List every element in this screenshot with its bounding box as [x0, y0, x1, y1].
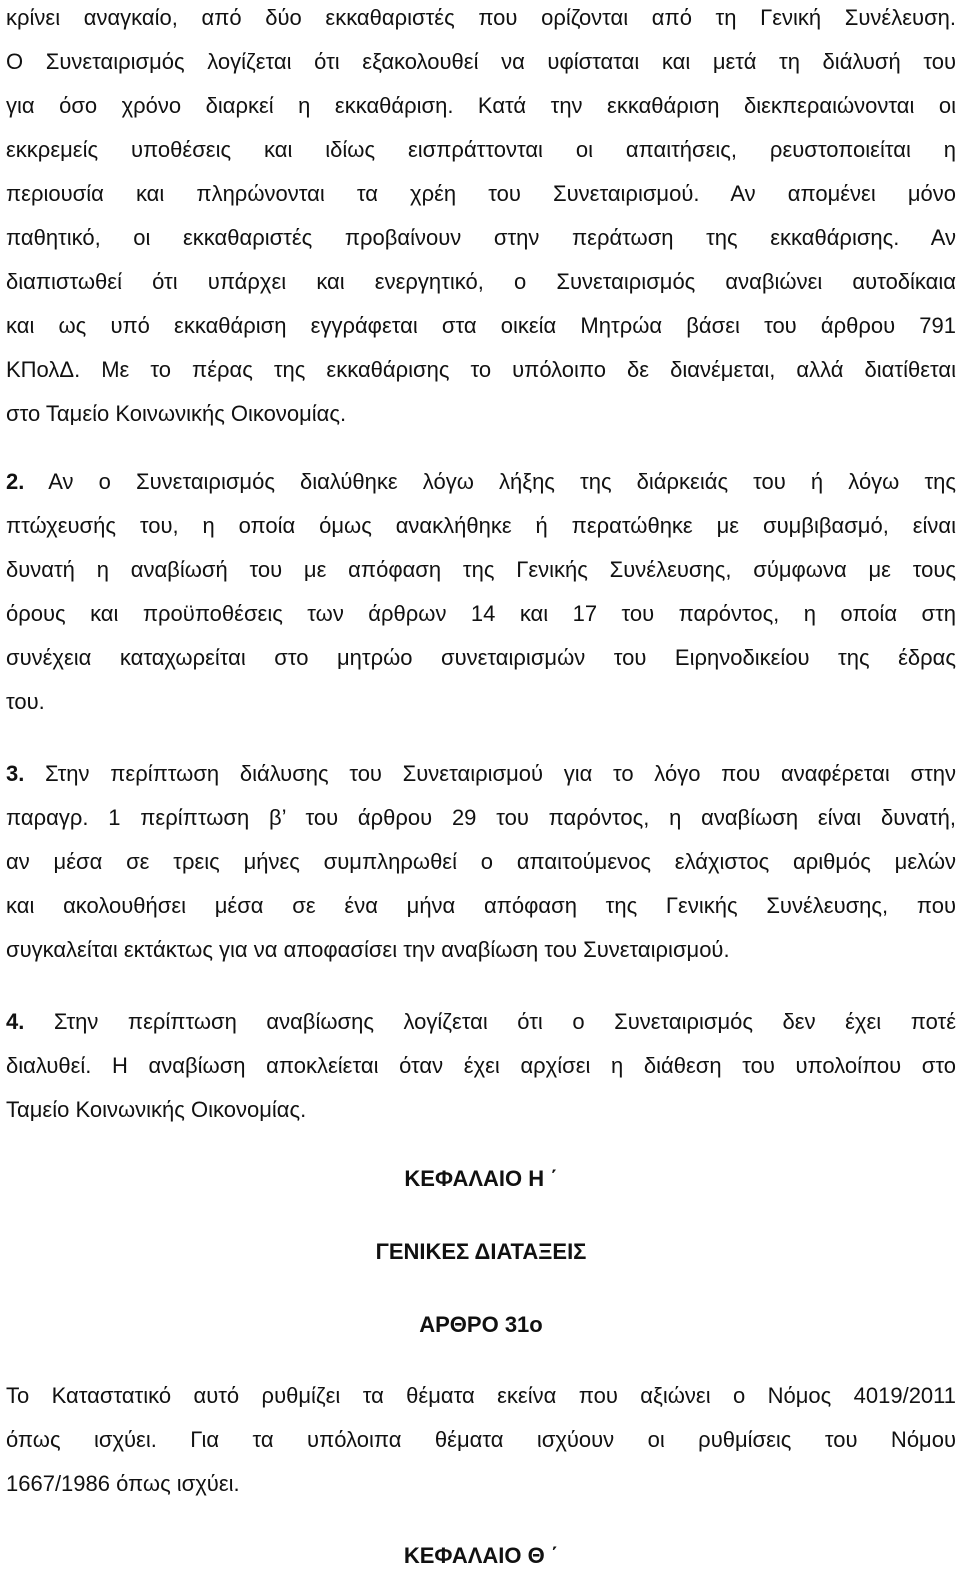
text-fragment: Στην περίπτωση αναβίωσης λογίζεται ότι ο Συνεταιρισμός δεν έχει ποτέ [24, 1009, 956, 1034]
text-line: πτώχευσής του, η οποία όμως ανακλήθηκε ή περατώθηκε με συμβιβασμό, είναι [6, 513, 956, 538]
text-line: όπως ισχύει. Για τα υπόλοιπα θέματα ισχύουν οι ρυθμίσεις του Νόμου [6, 1427, 956, 1452]
text-line: ΚΠολΔ. Με το πέρας της εκκαθάρισης το υπόλοιπο δε διανέμεται, αλλά διατίθεται [6, 357, 956, 382]
paragraph-article-31 [6, 1374, 956, 1506]
text-line: παραγρ. 1 περίπτωση β’ του άρθρου 29 του παρόντος, η αναβίωση είναι δυνατή, [6, 805, 956, 830]
text-line: Το Καταστατικό αυτό ρυθμίζει τα θέματα εκείνα που αξιώνει ο Νόμος 4019/2011 [6, 1383, 956, 1408]
general-provisions-heading: ΓΕΝΙΚΕΣ ΔΙΑΤΑΞΕΙΣ [375, 1239, 587, 1264]
paragraph-number: 3. [6, 761, 25, 786]
text-line [6, 460, 956, 504]
paragraph-2 [6, 460, 956, 724]
text-line [6, 1000, 956, 1044]
text-line: δυνατή η αναβίωσή του με απόφαση της Γενικής Συνέλευσης, σύμφωνα με τους [6, 557, 956, 582]
text-line: παθητικό, οι εκκαθαριστές προβαίνουν στην περάτωση της εκκαθάρισης. Αν [6, 225, 956, 250]
text-line: στο Ταμείο Κοινωνικής Οικονομίας. [6, 401, 347, 426]
text-line: περιουσία και πληρώνονται τα χρέη του Συνεταιρισμού. Αν απομένει μόνο [6, 181, 956, 206]
paragraph-4 [6, 1000, 956, 1132]
article-31-heading: ΑΡΘΡΟ 31ο [419, 1312, 543, 1337]
text-line: διαλυθεί. Η αναβίωση αποκλείεται όταν έχει αρχίσει η διάθεση του υπολοίπου στο [6, 1053, 956, 1078]
text-line: αν μέσα σε τρεις μήνες συμπληρωθεί ο απαιτούμενος ελάχιστος αριθμός μελών [6, 849, 956, 874]
text-line: 1667/1986 όπως ισχύει. [6, 1471, 240, 1496]
text-line: και ακολουθήσει μέσα σε ένα μήνα απόφαση της Γενικής Συνέλευσης, που [6, 893, 956, 918]
text-line: και ως υπό εκκαθάριση εγγράφεται στα οικεία Μητρώα βάσει του άρθρου 791 [6, 313, 956, 338]
paragraph-number: 2. [6, 469, 25, 494]
text-line [6, 752, 956, 796]
text-line: συγκαλείται εκτάκτως για να αποφασίσει την αναβίωση του Συνεταιρισμού. [6, 937, 730, 962]
text-line: όρους και προϋποθέσεις των άρθρων 14 και 17 του παρόντος, η οποία στη [6, 601, 956, 626]
text-line: του. [6, 689, 45, 714]
text-line: για όσο χρόνο διαρκεί η εκκαθάριση. Κατά την εκκαθάριση διεκπεραιώνονται οι [6, 93, 956, 118]
text-line: Ταμείο Κοινωνικής Οικονομίας. [6, 1097, 307, 1122]
text-line: εκκρεμείς υποθέσεις και ιδίως εισπράττονται οι απαιτήσεις, ρευστοποιείται η [6, 137, 956, 162]
text-line: διαπιστωθεί ότι υπάρχει και ενεργητικό, ο Συνεταιρισμός αναβιώνει αυτοδίκαια [6, 269, 956, 294]
paragraph-dissolution-continued [6, 0, 956, 436]
text-fragment: Στην περίπτωση διάλυσης του Συνεταιρισμού για το λόγο που αναφέρεται στην [24, 761, 956, 786]
text-line: κρίνει αναγκαίο, από δύο εκκαθαριστές που ορίζονται από τη Γενική Συνέλευση. [6, 5, 956, 30]
text-line: Ο Συνεταιρισμός λογίζεται ότι εξακολουθεί να υφίσταται και μετά τη διάλυσή του [6, 49, 956, 74]
text-fragment: Αν ο Συνεταιρισμός διαλύθηκε λόγω λήξης της διάρκειάς του ή λόγω της [24, 469, 956, 494]
chapter-th-heading: ΚΕΦΑΛΑΙΟ Θ ΄ [403, 1543, 559, 1568]
chapter-h-heading: ΚΕΦΑΛΑΙΟ Η ΄ [404, 1166, 558, 1191]
paragraph-number: 4. [6, 1009, 25, 1034]
paragraph-3 [6, 752, 956, 972]
text-line: συνέχεια καταχωρείται στο μητρώο συνεταιρισμών του Ειρηνοδικείου της έδρας [6, 645, 956, 670]
